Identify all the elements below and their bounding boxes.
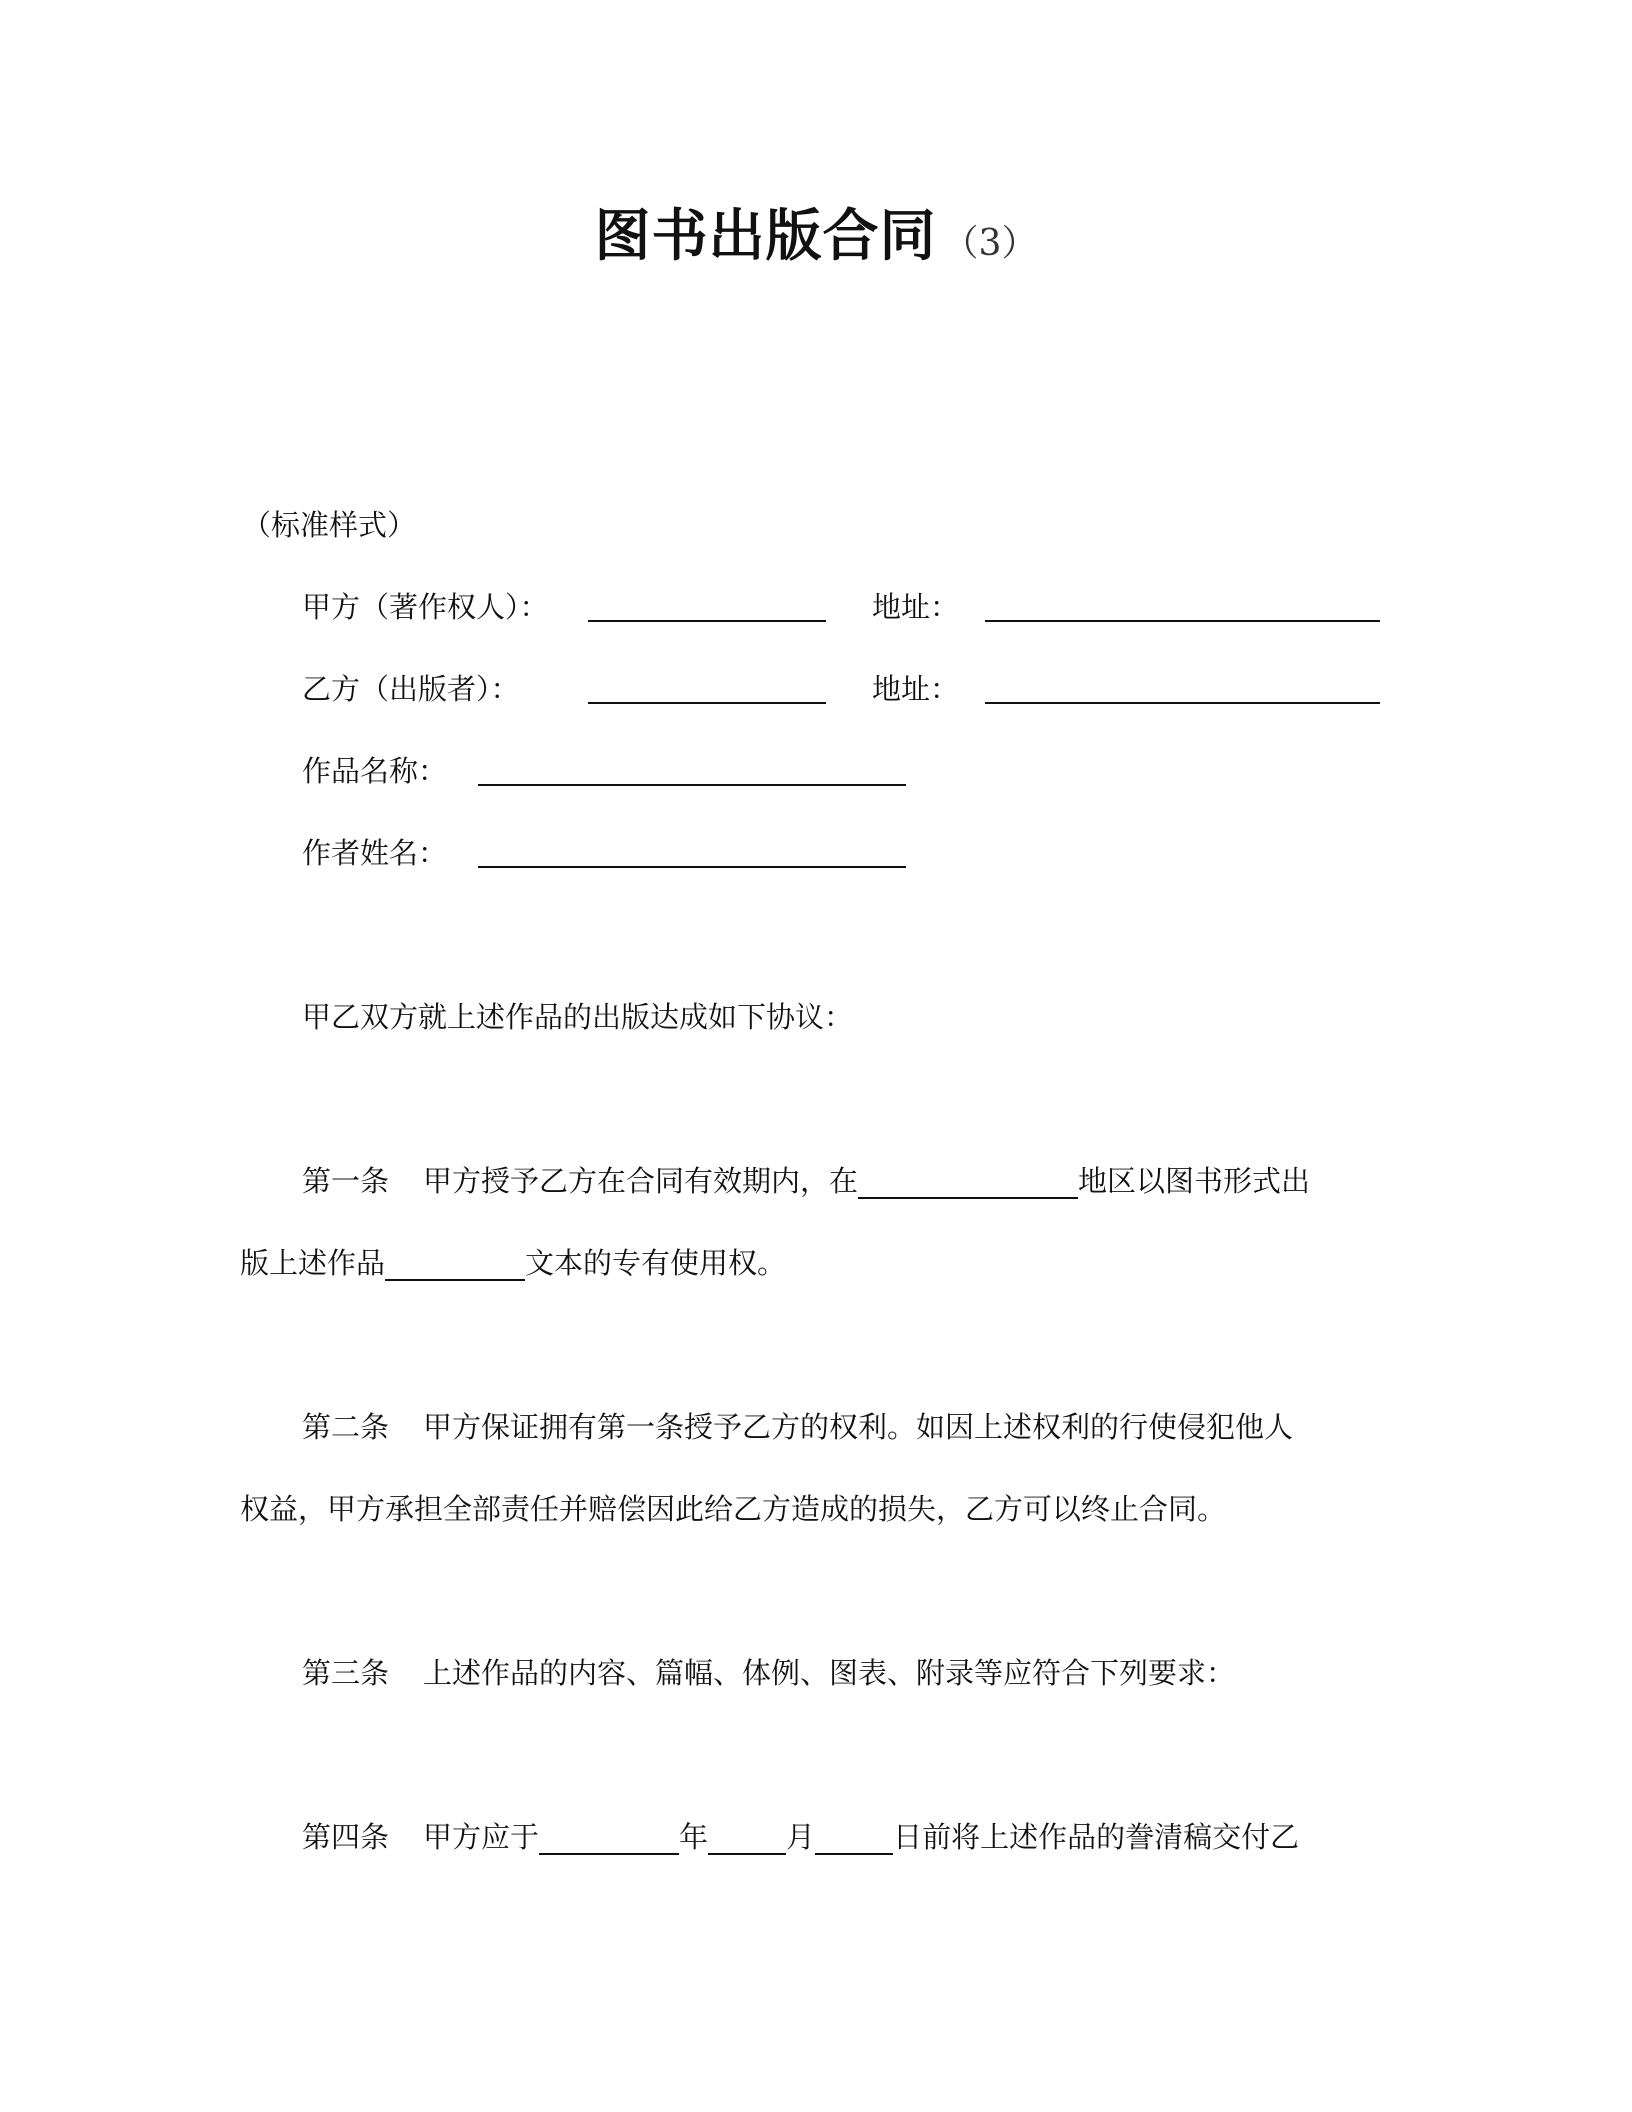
article-1-text-d: 文本的专有使用权。	[525, 1246, 787, 1280]
party-a-address-label: 地址：	[872, 590, 960, 624]
month-blank[interactable]	[708, 1823, 786, 1855]
document-title	[0, 192, 1632, 272]
day-blank[interactable]	[815, 1823, 893, 1855]
article-3-label: 第三条	[302, 1656, 390, 1690]
article-1-line-2	[240, 1243, 786, 1283]
article-1-text-c: 版上述作品	[240, 1246, 386, 1280]
article-3-line-1	[302, 1653, 1235, 1693]
article-4-text-b: 日前将上述作品的誊清稿交付乙	[893, 1820, 1300, 1854]
article-1-text-a: 甲方授予乙方在合同有效期内，在	[423, 1164, 859, 1198]
work-title-label: 作品名称：	[302, 754, 448, 788]
article-1-text-b: 地区以图书形式出	[1078, 1164, 1311, 1198]
month-label: 月	[786, 1820, 816, 1854]
article-2-line-1	[302, 1407, 1293, 1447]
form-label: （标准样式）	[242, 508, 417, 542]
article-2-text-a: 甲方保证拥有第一条授予乙方的权利。如因上述权利的行使侵犯他人	[423, 1410, 1294, 1444]
party-b-address-blank[interactable]	[985, 702, 1380, 704]
language-blank[interactable]	[385, 1249, 525, 1281]
work-title-blank[interactable]	[478, 784, 906, 786]
party-b-blank[interactable]	[588, 702, 826, 704]
article-1-label: 第一条	[302, 1164, 390, 1198]
author-name-blank[interactable]	[478, 866, 906, 868]
article-2-label: 第二条	[302, 1410, 390, 1444]
article-4-label: 第四条	[302, 1820, 390, 1854]
title-number: （3）	[942, 223, 1038, 264]
year-blank[interactable]	[539, 1823, 679, 1855]
region-blank[interactable]	[858, 1167, 1078, 1199]
party-b-address-label: 地址：	[872, 672, 960, 706]
year-label: 年	[679, 1820, 709, 1854]
party-a-label: 甲方（著作权人）：	[302, 590, 549, 624]
article-4-line-1	[302, 1817, 1299, 1857]
agreement-intro: 甲乙双方就上述作品的出版达成如下协议：	[302, 1000, 854, 1034]
title-text: 图书出版合同	[594, 204, 937, 269]
party-a-address-blank[interactable]	[985, 620, 1380, 622]
article-2-line-2: 权益，甲方承担全部责任并赔偿因此给乙方造成的损失，乙方可以终止合同。	[240, 1492, 1227, 1526]
article-1-line-1	[302, 1161, 1310, 1201]
party-a-blank[interactable]	[588, 620, 826, 622]
author-name-label: 作者姓名：	[302, 836, 448, 870]
article-4-text-a: 甲方应于	[423, 1820, 540, 1854]
article-3-text: 上述作品的内容、篇幅、体例、图表、附录等应符合下列要求：	[423, 1656, 1236, 1690]
party-b-label: 乙方（出版者）：	[302, 672, 520, 706]
